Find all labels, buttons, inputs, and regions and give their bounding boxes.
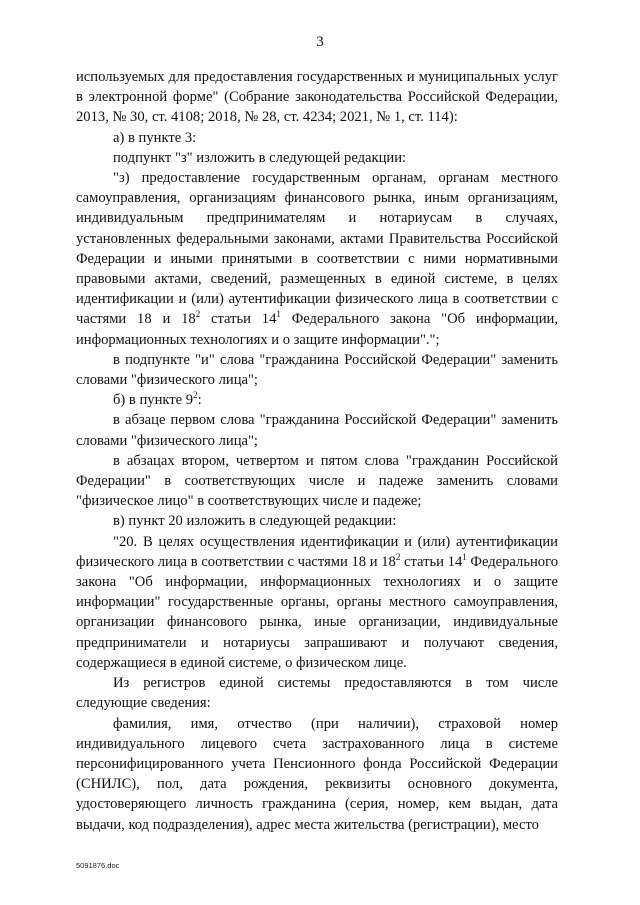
page-number: 3 — [316, 34, 324, 50]
paragraph: "з) предоставление государственным органам, органам местного самоуправления, организациям финансового рынка, иным организациям, индивидуальным предпринимателям и нотариусам в случаях, установленных федеральными законами, актами Правительства Российской Федерации и иными принятыми в соответствии с ними нормативными правовыми актами, сведений, размещенных в единой системе, в целях идентификации и (или) аутентификации физического лица в соответствии с частями 18 и $18^2$ статьи $14^1$ Федерального закона "Об информации, информационных технологиях и о защите информации"."; — [76, 170, 558, 348]
document-file-code: 5091876.doc — [76, 861, 120, 870]
paragraph: в абзаце первом слова "гражданина Российской Федерации" заменить словами "физического лица"; — [76, 412, 558, 449]
paragraph: фамилия, имя, отчество (при наличии), страховой номер индивидуального лицевого счета застрахованного лица в системе персонифицированного учета Пенсионного фонда Российской Федерации (СНИЛС), пол, дата рождения, реквизиты основного документа, удостоверяющего личность гражданина (серия, номер, кем выдан, дата выдачи, код подразделения), адрес места жительства (регистрации), место — [76, 715, 558, 833]
paragraph: используемых для предоставления государственных и муниципальных услуг в электронной форме" (Собрание законодательства Российской Федерации, 2013, № 30, ст. 4108; 2018, № 28, ст. 4234; 2021, № 1, ст. 114): — [76, 69, 558, 126]
superscript: 2 — [395, 551, 401, 562]
paragraph: "20. В целях осуществления идентификации и (или) аутентификации физического лица в соответствии с частями 18 и $18^2$ статьи $14^1$ Федерального закона "Об информации, информационных технологиях и о защите информации" государственные органы, органы местного самоуправления, организации финансового рынка, иные организации, индивидуальные предприниматели и нотариусы запрашивают и получают сведения, содержащиеся в единой системе, о физическом лице. — [76, 533, 558, 671]
paragraph: подпункт "з" изложить в следующей редакции: — [113, 149, 407, 166]
paragraph: в абзацах втором, четвертом и пятом слова "гражданин Российской Федерации" в соответствующих числе и падеже заменить словами "физическое лицо" в соответствующих числе и падеже; — [76, 452, 558, 510]
paragraph: в подпункте "и" слова "гражданина Российской Федерации" заменить словами "физического лица"; — [76, 351, 558, 389]
superscript: 2 — [195, 309, 201, 320]
paragraph: а) в пункте 3: — [113, 129, 197, 146]
superscript: 1 — [462, 551, 467, 562]
paragraph: б) в пункте $9^2$: — [113, 390, 202, 409]
superscript: 2 — [193, 390, 198, 401]
paragraph: Из регистров единой системы предоставляются в том числе следующие сведения: — [76, 675, 558, 712]
paragraph: в) пункт 20 изложить в следующей редакции: — [113, 513, 397, 530]
superscript: 1 — [276, 309, 281, 320]
document-body — [76, 67, 558, 835]
